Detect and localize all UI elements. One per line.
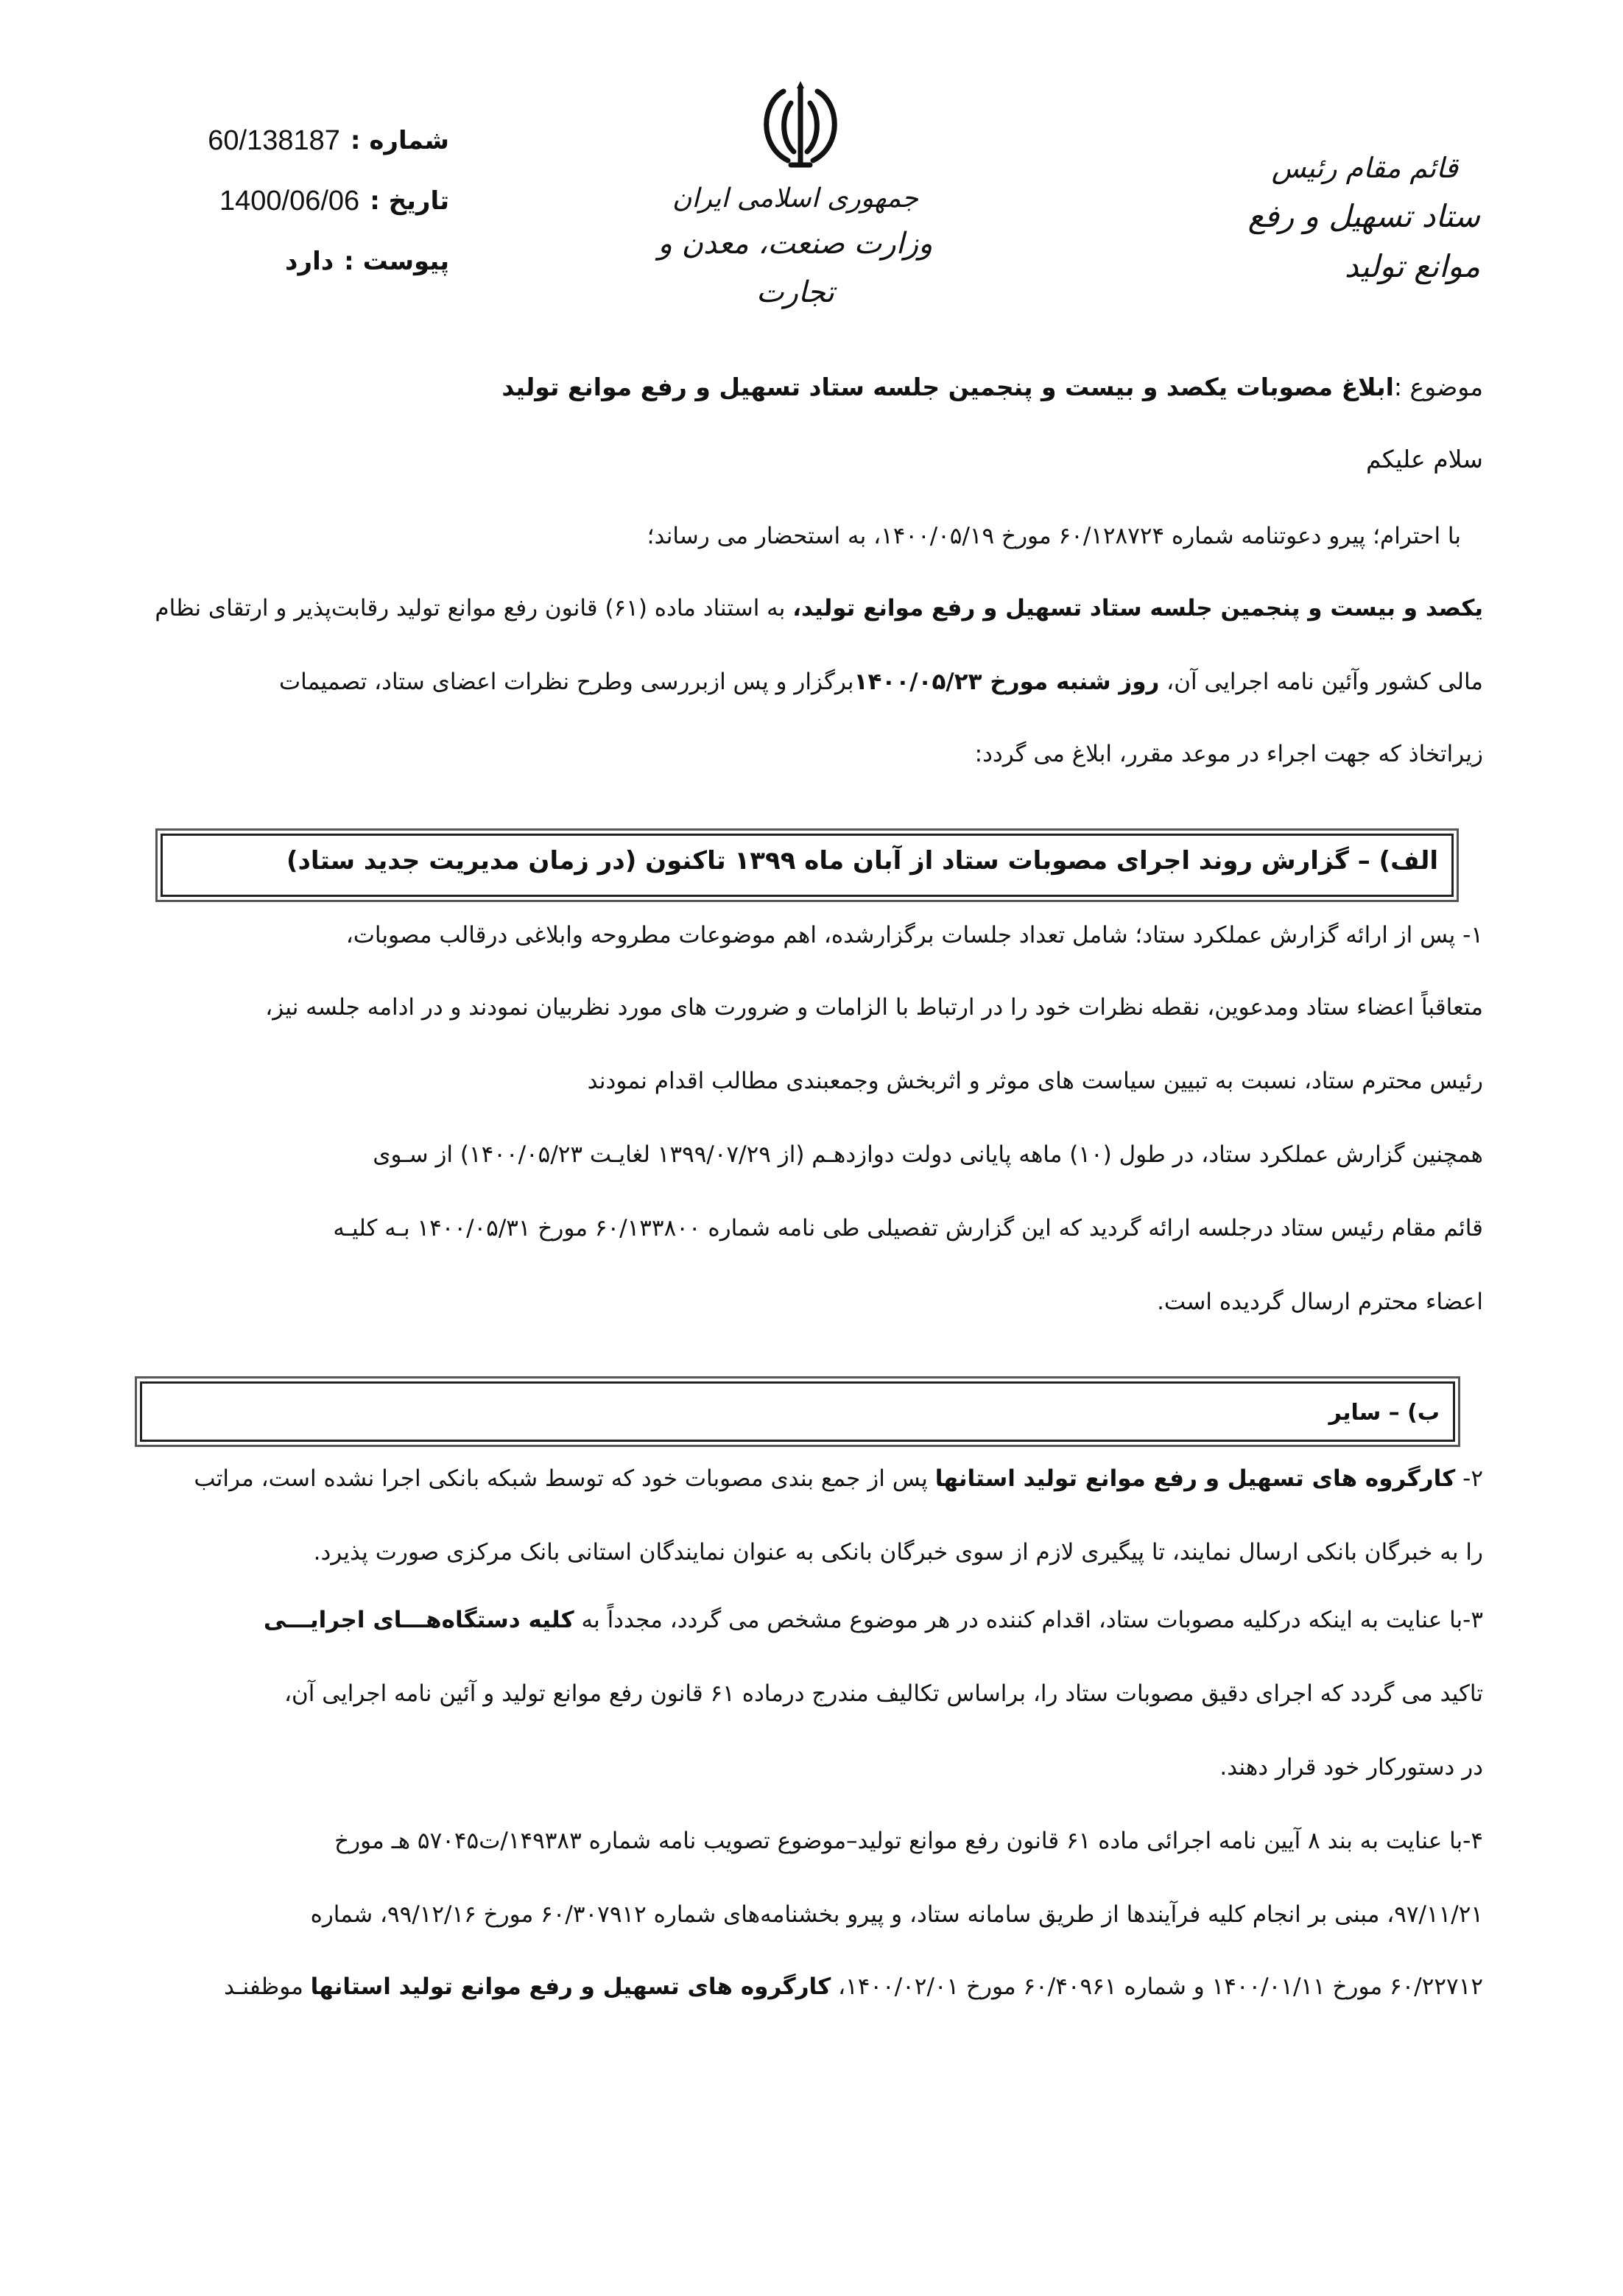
item4-line3-a: ۶۰/۲۲۷۱۲ مورخ ۱۴۰۰/۰۱/۱۱ و شماره ۶۰/۴۰۹۶۱ مورخ ۱۴۰۰/۰۲/۰۱، xyxy=(831,1973,1483,2000)
republic-name: جمهوری اسلامی ایران xyxy=(672,183,918,214)
office-line2: ستاد تسهیل و رفع موانع تولید xyxy=(1247,198,1480,284)
intro-line-4: زیراتخاذ که جهت اجراء در موعد مقرر، ابلاغ می گردد: xyxy=(974,741,1483,767)
section-b-item2-line-2: را به خبرگان بانکی ارسال نمایند، تا پیگیری لازم از سوی خبرگان بانکی به عنوان نمایندگان استانی بانک مرکزی صورت پذیرد. xyxy=(313,1539,1483,1566)
section-b-item2-line-1 xyxy=(194,1461,1483,1496)
section-a-line-3: رئیس محترم ستاد، نسبت به تبیین سیاست های موثر و اثربخش وجمعبندی مطالب اقدام نمودند xyxy=(587,1068,1483,1094)
subject-line xyxy=(501,370,1483,405)
office-title xyxy=(1208,144,1480,292)
section-a-line-1: ۱- پس از ارائه گزارش عملکرد ستاد؛ شامل تعداد جلسات برگزارشده، اهم موضوعات مطروحه وابلاغی درقالب مصوبات، xyxy=(345,922,1483,948)
intro-line-3 xyxy=(279,664,1483,700)
intro-line-2 xyxy=(155,591,1483,626)
section-b-heading-box xyxy=(140,1381,1455,1442)
intro-line-3-a: مالی کشور وآئین نامه اجرایی آن، xyxy=(1159,669,1483,695)
item3-bold: کلیه دستگاه‌هـــای اجرایـــی xyxy=(263,1607,574,1633)
item4-line3-bold: کارگروه های تسهیل و رفع موانع تولید استانها xyxy=(310,1973,831,2000)
item2-number: ۲- xyxy=(1455,1465,1483,1492)
section-a-heading-box xyxy=(161,834,1454,897)
section-b-item4-line-3 xyxy=(224,1969,1483,2004)
greeting: سلام علیکم xyxy=(1365,445,1483,473)
section-b-item3-line-1 xyxy=(264,1602,1483,1638)
subject-text: ابلاغ مصوبات یکصد و بیست و پنجمین جلسه ستاد تسهیل و رفع موانع تولید xyxy=(501,373,1394,401)
number-value: 60/138187 xyxy=(208,124,340,156)
section-b-title: ب) – سایر xyxy=(1328,1400,1440,1426)
section-a-line-2: متعاقباً اعضاء ستاد ومدعوین، نقطه نظرات خود را در ارتباط با الزامات و ضرورت های مورد نظربیان نمودند و در ادامه جلسه نیز، xyxy=(265,994,1483,1021)
iran-emblem-icon xyxy=(745,78,856,174)
section-b-item3-line-3: در دستورکار خود قرار دهند. xyxy=(1219,1754,1483,1781)
intro-line-1: با احترام؛ پیرو دعوتنامه شماره ۶۰/۱۲۸۷۲۴ مورخ ۱۴۰۰/۰۵/۱۹، به استحضار می رساند؛ xyxy=(647,523,1461,549)
letter-meta xyxy=(155,110,449,292)
intro-line-3-bold: روز شنبه مورخ ۱۴۰۰/۰۵/۲۳ xyxy=(853,669,1160,695)
item2-rest: پس از جمع بندی مصوبات خود که توسط شبکه بانکی اجرا نشده است، مراتب xyxy=(194,1465,935,1492)
item2-bold: کارگروه های تسهیل و رفع موانع تولید استانها xyxy=(934,1465,1456,1492)
section-a-line-5: قائم مقام رئیس ستاد درجلسه ارائه گردید که این گزارش تفصیلی طی نامه شماره ۶۰/۱۳۳۸۰۰ مورخ ۱۴۰۰/۰۵/۳۱ بـه کلیـه xyxy=(333,1215,1483,1242)
ministry-name: وزارت صنعت، معدن و تجارت xyxy=(658,227,933,309)
date-row xyxy=(155,171,449,231)
section-a-line-6: اعضاء محترم ارسال گردیده است. xyxy=(1157,1289,1483,1315)
intro-line-3-c: برگزار و پس ازبررسی وطرح نظرات اعضای ستاد، تصمیمات xyxy=(278,669,854,695)
ministry-title xyxy=(619,178,972,317)
office-line1: قائم مقام رئیس xyxy=(1271,152,1458,184)
section-a-line-4: همچنین گزارش عملکرد ستاد، در طول (۱۰) ماهه پایانی دولت دوازدهـم (از ۱۳۹۹/۰۷/۲۹ لغایـت ۱۴۰۰/۰۵/۲۳) از سـوی xyxy=(373,1141,1483,1168)
intro-line-2-rest: به استناد ماده (۶۱) قانون رفع موانع تولید رقابت‌پذیر و ارتقای نظام xyxy=(155,595,793,621)
subject-label: موضوع : xyxy=(1393,373,1483,401)
number-row xyxy=(155,110,449,171)
attachment-label: پیوست : xyxy=(344,247,449,276)
item3-text: ۳-با عنایت به اینکه درکلیه مصوبات ستاد، اقدام کننده در هر موضوع مشخص می گردد، مجدداً به xyxy=(574,1607,1483,1633)
section-a-title: الف) – گزارش روند اجرای مصوبات ستاد از آبان ماه ۱۳۹۹ تاکنون (در زمان مدیریت جدید ستاد) xyxy=(286,846,1438,876)
section-b-item4-line-1: ۴-با عنایت به بند ۸ آیین نامه اجرائی ماده ۶۱ قانون رفع موانع تولید–موضوع تصویب نامه شماره ۱۴۹۳۸۳/ت۵۷۰۴۵ هـ مورخ xyxy=(334,1828,1483,1854)
section-b-item4-line-2: ۹۷/۱۱/۲۱، مبنی بر انجام کلیه فرآیندها از طریق سامانه ستاد، و پیرو بخشنامه‌های شماره ۶۰/۳۰۷۹۱۲ مورخ ۹۹/۱۲/۱۶، شماره xyxy=(310,1901,1483,1928)
item4-line3-c: موظفنـد xyxy=(224,1973,311,2000)
intro-line-2-bold: یکصد و بیست و پنجمین جلسه ستاد تسهیل و رفع موانع تولید، xyxy=(792,595,1483,621)
section-b-item3-line-2: تاکید می گردد که اجرای دقیق مصوبات ستاد را، براساس تکالیف مندرج درماده ۶۱ قانون رفع موانع تولید و آئین نامه اجرایی آن، xyxy=(284,1680,1483,1707)
date-value: 1400/06/06 xyxy=(219,185,360,216)
date-label: تاریخ : xyxy=(370,186,449,216)
number-label: شماره : xyxy=(350,126,449,155)
attachment-row xyxy=(155,231,449,292)
attachment-value: دارد xyxy=(285,247,334,276)
